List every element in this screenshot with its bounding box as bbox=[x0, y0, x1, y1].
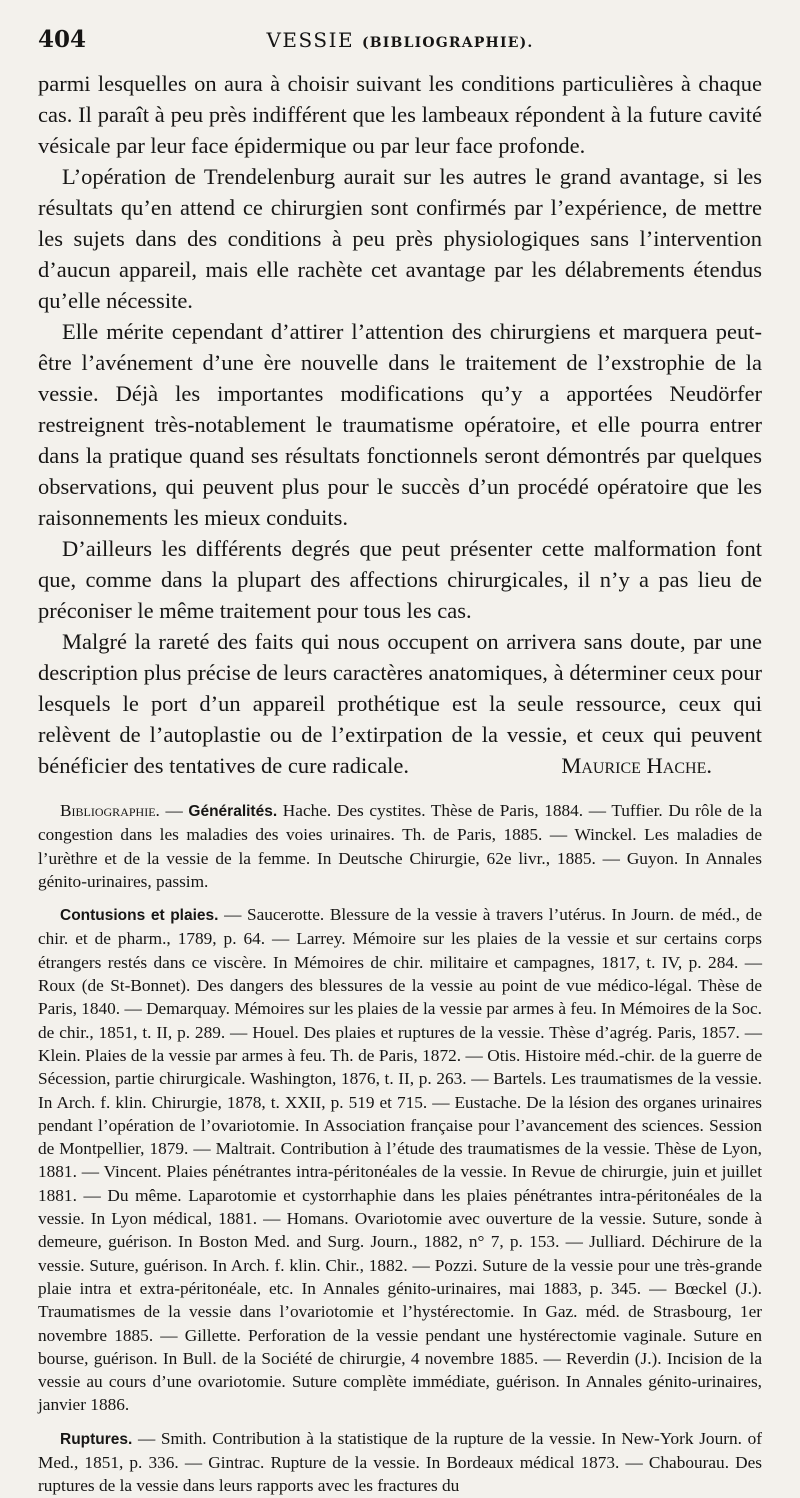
running-title-main: VESSIE bbox=[266, 28, 355, 52]
bibliography-contusions bbox=[38, 903, 762, 1417]
section-text-generalites: Hache. Des cystites. Thèse de Paris, 1884. — Tuffier. Du rôle de la congestion dans les maladies des voies urinaires. Th. de Paris, 1885. — Winckel. Les maladies de l’urèthre et de la vessie de la femme. In Deutsche Chirurgie, 62e livr., 1885. — Guyon. In Annales génito-urinaires, passim. bbox=[38, 801, 762, 891]
bibliography-ruptures bbox=[38, 1427, 762, 1498]
paragraph-final-text: Malgré la rareté des faits qui nous occupent on arrivera sans doute, par une description plus précise de leurs caractères anatomiques, à déterminer ceux pour lesquels le port d’un appareil prothétique est la seule ressource, ceux qui relèvent de l’autoplastie ou de l’extirpation de la vessie, et ceux qui peuvent bénéficier des tentatives de cure radicale. bbox=[38, 629, 762, 778]
section-text-ruptures: — Smith. Contribution à la statistique de la rupture de la vessie. In New-York Journ. of Med., 1851, p. 336. — Gintrac. Rupture de la vessie. In Bordeaux médical 1873. — Chabourau. Des ruptures de la vessie dans leurs rapports avec les fractures du bbox=[38, 1428, 762, 1496]
page-number: 404 bbox=[38, 26, 87, 53]
paragraph: Elle mérite cependant d’attirer l’attention des chirurgiens et marquera peut-être l’avénement d’une ère nouvelle dans le traitement de l’exstrophie de la vessie. Déjà les importantes modifications qu’y a apportées Neudörfer restreignent très-notablement le traumatisme opératoire, et elle pourra entrer dans la pratique quand ses résultats fonctionnels seront démontrés par quelques observations, qui peuvent plus pour le succès d’un procédé opératoire que les raisonnements les mieux conduits. bbox=[38, 319, 762, 530]
paragraph: L’opération de Trendelenburg aurait sur les autres le grand avantage, si les résultats qu’en attend ce chirurgien sont confirmés par l’expérience, de mettre les sujets dans des conditions à peu près physiologiques sans l’intervention d’aucun appareil, mais elle rachète cet avantage par les délabrements étendus qu’elle nécessite. bbox=[38, 164, 762, 313]
running-title-sub: (BIBLIOGRAPHIE). bbox=[361, 35, 534, 51]
bibliography-generalites bbox=[38, 799, 762, 893]
bibliography-heading: Bibliographie. — bbox=[60, 801, 183, 820]
paragraph: parmi lesquelles on aura à choisir suivant les conditions particulières à chaque cas. Il paraît à peu près indifférent que les lambeaux répondent à la future cavité vésicale par leur face épidermique ou par leur face profonde. bbox=[38, 71, 762, 158]
paragraph: D’ailleurs les différents degrés que peut présenter cette malformation font que, comme dans la plupart des affections chirurgicales, il n’y a pas lieu de préconiser le même traitement pour tous les cas. bbox=[38, 536, 762, 623]
author-signature: Maurice Hache. bbox=[561, 753, 712, 778]
section-text-contusions: — Saucerotte. Blessure de la vessie à travers l’utérus. In Journ. de méd., de chir. et de pharm., 1789, p. 64. — Larrey. Mémoire sur les plaies de la vessie et sur certains corps étrangers restés dans ce viscère. In Mémoires de chir. militaire et campagnes, 1817, t. IV, p. 284. — Roux (de St-Bonnet). Des dangers des blessures de la vessie au point de vue médico-légal. Thèse de Paris, 1840. — Demarquay. Mémoires sur les plaies de la vessie par armes à feu. In Mémoires de la Soc. de chir., 1851, t. II, p. 289. — Houel. Des plaies et ruptures de la vessie. Thèse d’agrég. Paris, 1857. — Klein. Plaies de la vessie par armes à feu. Th. de Paris, 1872. — Otis. Histoire méd.-chir. de la guerre de Sécession, partie chirurgicale. Washington, 1876, t. II, p. 263. — Bartels. Les traumatismes de la vessie. In Arch. f. klin. Chirurgie, 1878, t. XXII, p. 519 et 715. — Eustache. De la lésion des organes urinaires pendant l’opération de l’ovariotomie. In Association française pour l’avancement des sciences. Session de Montpellier, 1879. — Maltrait. Contribution à l’étude des traumatismes de la vessie. Thèse de Lyon, 1881. — Vincent. Plaies pénétrantes intra-péritonéales de la vessie. In Revue de chirurgie, juin et juillet 1881. — Du même. Laparotomie et cystorrhaphie dans les plaies pénétrantes intra-péritonéales de la vessie. In Lyon médical, 1881. — Homans. Ovariotomie avec ouverture de la vessie. Suture, sonde à demeure, guérison. In Boston Med. and Surg. Journ., 1882, n° 7, p. 153. — Julliard. Déchirure de la vessie. Suture, guérison. In Arch. f. klin. Chir., 1882. — Pozzi. Suture de la vessie pour une très-grande plaie intra et extra-péritonéale, etc. In Annales génito-urinaires, mai 1883, p. 345. — Bœckel (J.). Traumatismes de la vessie dans l’ovariotomie et l’hystérectomie. In Gaz. méd. de Strasbourg, 1er novembre 1885. — Gillette. Perforation de la vessie pendant une hystérectomie vaginale. Suture en bourse, guérison. In Bull. de la Société de chirurgie, 4 novembre 1885. — Reverdin (J.). Incision de la vessie au cours d’une ovariotomie. Suture complète immédiate, guérison. In Annales génito-urinaires, janvier 1886. bbox=[38, 905, 762, 1415]
section-label-ruptures: Ruptures. bbox=[60, 1430, 133, 1448]
section-label-generalites: Généralités. bbox=[188, 803, 278, 820]
body-text bbox=[38, 68, 762, 781]
running-head bbox=[38, 26, 762, 60]
running-title bbox=[38, 28, 762, 52]
bibliography bbox=[38, 799, 762, 1498]
paragraph-final bbox=[38, 626, 762, 781]
section-label-contusions: Contusions et plaies. bbox=[60, 907, 219, 925]
